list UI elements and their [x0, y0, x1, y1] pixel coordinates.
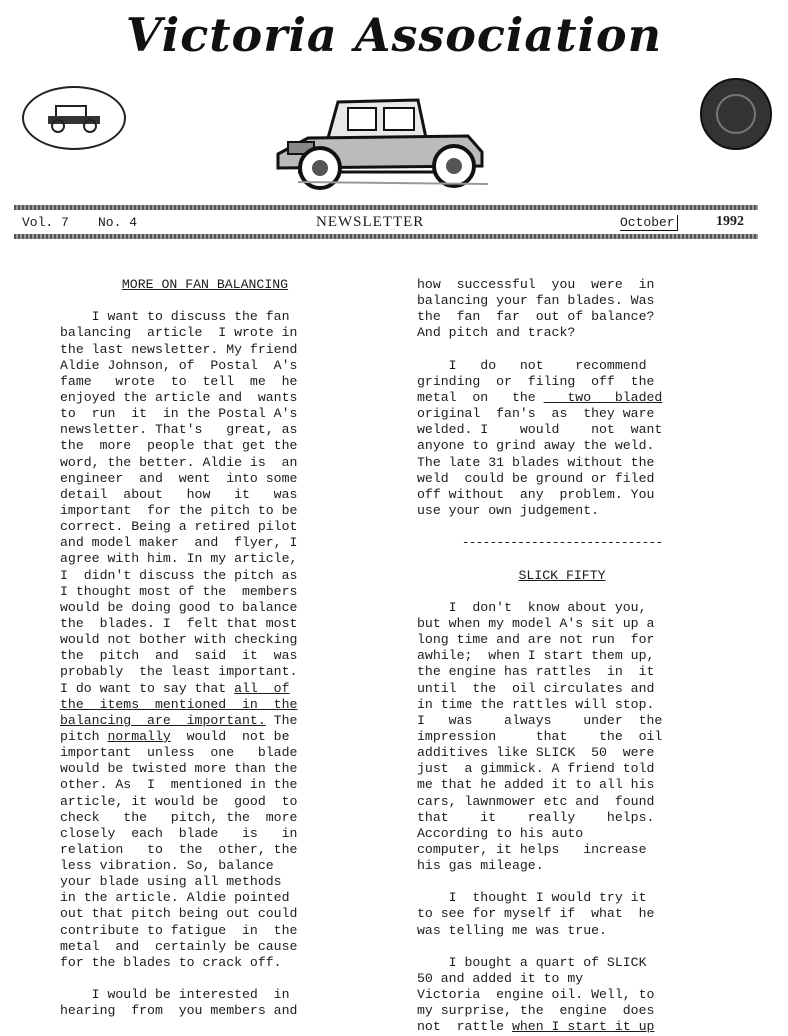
issue-year: 1992 [716, 214, 744, 229]
masthead-rule-top [14, 205, 758, 210]
issue-month: October [620, 215, 678, 231]
masthead-title: Victoria Association [125, 8, 663, 62]
masthead-rule-bottom [14, 234, 758, 239]
right-paragraph-4: I thought I would try it to see for myself if what he was telling me was true. [417, 890, 655, 938]
right-paragraph-1: how successful you were in balancing your fan blades. Was the fan far out of balance? And pitch and track? [417, 277, 655, 341]
vintage-car-illustration [268, 92, 494, 192]
right-paragraph-2: I do not recommend grinding or filing off the metal on the two bladed original fan's as they ware welded. I would not want anyone to grind away the weld. The late 31 blades without the weld could be ground or filed off without any problem. You use your own judgement. [417, 357, 663, 518]
article-column-right [417, 277, 707, 1036]
issue-info-bar [14, 214, 758, 232]
right-paragraph-5: I bought a quart of SLICK 50 and added it to my Victoria engine oil. Well, to my surprise, the engine does not rattle when I start it up [417, 954, 655, 1035]
newsletter-label: NEWSLETTER [316, 214, 425, 230]
article-heading-fan-balancing: MORE ON FAN BALANCING [121, 277, 289, 292]
section-separator: ----------------------------- [461, 535, 663, 551]
right-paragraph-3: I don't know about you, but when my model A's sit up a long time and are not run for awhile; when I start them up, the engine has rattles in it until the oil circulates and in time the rattles will stop. I was always under the impression that the oil additives like SLICK 50 were just a gimmick. A friend told me that he added it to all his cars, lawnmower etc and found that it really helps. According to his auto computer, it helps increase his gas mileage. [417, 599, 663, 874]
issue-volume: Vol. 7 [22, 215, 69, 230]
round-emblem [700, 78, 772, 150]
left-paragraph-2: I would be interested in hearing from you members and [60, 987, 298, 1019]
article-heading-slick-fifty: SLICK FIFTY [518, 567, 606, 583]
issue-number: No. 4 [98, 215, 138, 230]
club-seal-logo [22, 86, 126, 150]
article-column-left [60, 277, 350, 1019]
club-car-icon [42, 102, 106, 134]
left-paragraph-1: I want to discuss the fan balancing article I wrote in the last newsletter. My friend Aldie Johnson, of Postal A's fame wrote to tell me he enjoyed the article and wants to run it in the Postal A's newsletter. That's great, as the more people that get the word, the better. Aldie is an engineer and went into some detail about how it was important for the pitch to be correct. Being a retired pilot and model maker and flyer, I agree with him. In my article, I didn't discuss the pitch as I thought most of the members would be doing good to balance the blades. I felt that most would not bother with checking the pitch and said it was probably the least important. I do want to say that all of the items mentioned in the balancing are important. The pitch normally would not be important unless one blade would be twisted more than the other. As I mentioned in the article, it would be good to check the pitch, the more closely each blade is in relation to the other, the less vibration. So, balance your blade using all methods in the article. Aldie pointed out that pitch being out could contribute to fatigue in the metal and certainly be cause for the blades to crack off. [60, 309, 298, 970]
